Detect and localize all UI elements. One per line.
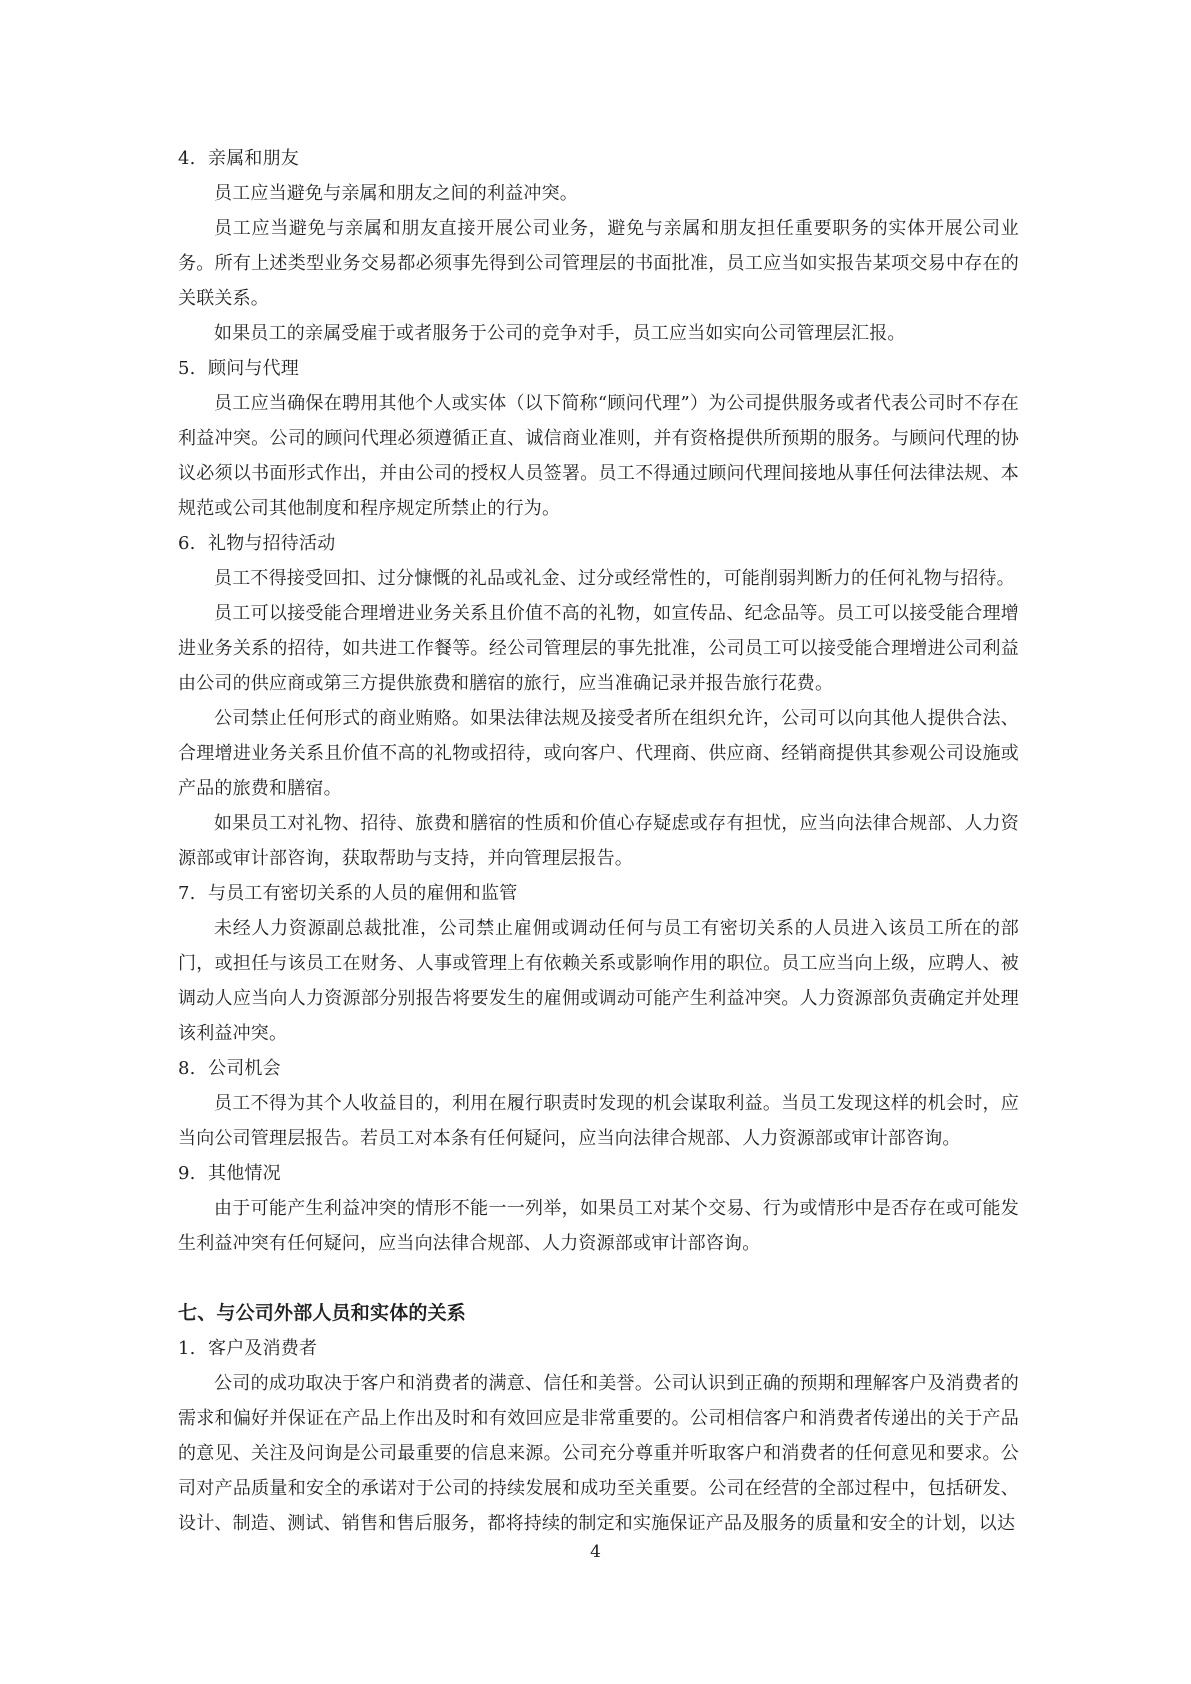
list-item-number: 9. (178, 1163, 196, 1184)
list-item (178, 876, 1019, 911)
list-item-title: 与员工有密切关系的人员的雇佣和监管 (208, 883, 518, 904)
paragraph: 员工应当确保在聘用其他个人或实体（以下简称“顾问代理”）为公司提供服务或者代表公司时不存在利益冲突。公司的顾问代理必须遵循正直、诚信商业准则，并有资格提供所预期的服务。与顾问代理的协议必须以书面形式作出，并由公司的授权人员签署。员工不得通过顾问代理间接地从事任何法律法规、本规范或公司其他制度和程序规定所禁止的行为。 (178, 393, 1019, 519)
list-item-title: 顾问与代理 (208, 358, 299, 379)
list-item-number: 4. (178, 148, 196, 169)
list-item-number: 7. (178, 883, 196, 904)
list-item (178, 1331, 1019, 1366)
list-item (178, 141, 1019, 176)
page-number: 4 (590, 1542, 601, 1562)
list-item (178, 351, 1019, 386)
paragraph: 员工不得接受回扣、过分慷慨的礼品或礼金、过分或经常性的，可能削弱判断力的任何礼物与招待。 (214, 568, 1015, 589)
paragraph: 公司的成功取决于客户和消费者的满意、信任和美誉。公司认识到正确的预期和理解客户及消费者的需求和偏好并保证在产品上作出及时和有效回应是非常重要的。公司相信客户和消费者传递出的关于产品的意见、关注及问询是公司最重要的信息来源。公司充分尊重并听取客户和消费者的任何意见和要求。公司对产品质量和安全的承诺对于公司的持续发展和成功至关重要。公司在经营的全部过程中，包括研发、设计、制造、测试、销售和售后服务，都将持续的制定和实施保证产品及服务的质量和安全的计划，以达 (178, 1373, 1019, 1534)
section-heading: 七、与公司外部人员和实体的关系 (178, 1302, 467, 1324)
list-item-title: 亲属和朋友 (208, 148, 299, 169)
list-item-title: 礼物与招待活动 (208, 533, 336, 554)
list-item (178, 1156, 1019, 1191)
list-item-number: 6. (178, 533, 196, 554)
paragraph: 员工可以接受能合理增进业务关系且价值不高的礼物，如宣传品、纪念品等。员工可以接受能合理增进业务关系的招待，如共进工作餐等。经公司管理层的事先批准，公司员工可以接受能合理增进公司利益由公司的供应商或第三方提供旅费和膳宿的旅行，应当准确记录并报告旅行花费。 (178, 603, 1019, 694)
paragraph: 员工不得为其个人收益目的，利用在履行职责时发现的机会谋取利益。当员工发现这样的机会时，应当向公司管理层报告。若员工对本条有任何疑问，应当向法律合规部、人力资源部或审计部咨询。 (178, 1093, 1019, 1149)
list-item (178, 526, 1019, 561)
paragraph: 由于可能产生利益冲突的情形不能一一列举，如果员工对某个交易、行为或情形中是否存在或可能发生利益冲突有任何疑问，应当向法律合规部、人力资源部或审计部咨询。 (178, 1198, 1019, 1254)
list-item-number: 8. (178, 1058, 196, 1079)
list-item-title: 公司机会 (208, 1058, 281, 1079)
paragraph: 如果员工对礼物、招待、旅费和膳宿的性质和价值心存疑虑或存有担忧，应当向法律合规部、人力资源部或审计部咨询，获取帮助与支持，并向管理层报告。 (178, 813, 1019, 869)
paragraph: 未经人力资源副总裁批准，公司禁止雇佣或调动任何与员工有密切关系的人员进入该员工所在的部门，或担任与该员工在财务、人事或管理上有依赖关系或影响作用的职位。员工应当向上级，应聘人、被调动人应当向人力资源部分别报告将要发生的雇佣或调动可能产生利益冲突。人力资源部负责确定并处理该利益冲突。 (178, 918, 1019, 1044)
list-item-title: 其他情况 (208, 1163, 281, 1184)
paragraph: 如果员工的亲属受雇于或者服务于公司的竞争对手，员工应当如实向公司管理层汇报。 (214, 323, 906, 344)
list-item-title: 客户及消费者 (208, 1338, 318, 1359)
paragraph: 员工应当避免与亲属和朋友直接开展公司业务，避免与亲属和朋友担任重要职务的实体开展公司业务。所有上述类型业务交易都必须事先得到公司管理层的书面批准，员工应当如实报告某项交易中存在的关联关系。 (178, 218, 1019, 309)
paragraph: 公司禁止任何形式的商业贿赂。如果法律法规及接受者所在组织允许，公司可以向其他人提供合法、合理增进业务关系且价值不高的礼物或招待，或向客户、代理商、供应商、经销商提供其参观公司设施或产品的旅费和膳宿。 (178, 708, 1019, 799)
list-item (178, 1051, 1019, 1086)
document-content (178, 141, 1019, 1541)
paragraph: 员工应当避免与亲属和朋友之间的利益冲突。 (214, 183, 578, 204)
list-item-number: 5. (178, 358, 196, 379)
list-item-number: 1. (178, 1338, 196, 1359)
